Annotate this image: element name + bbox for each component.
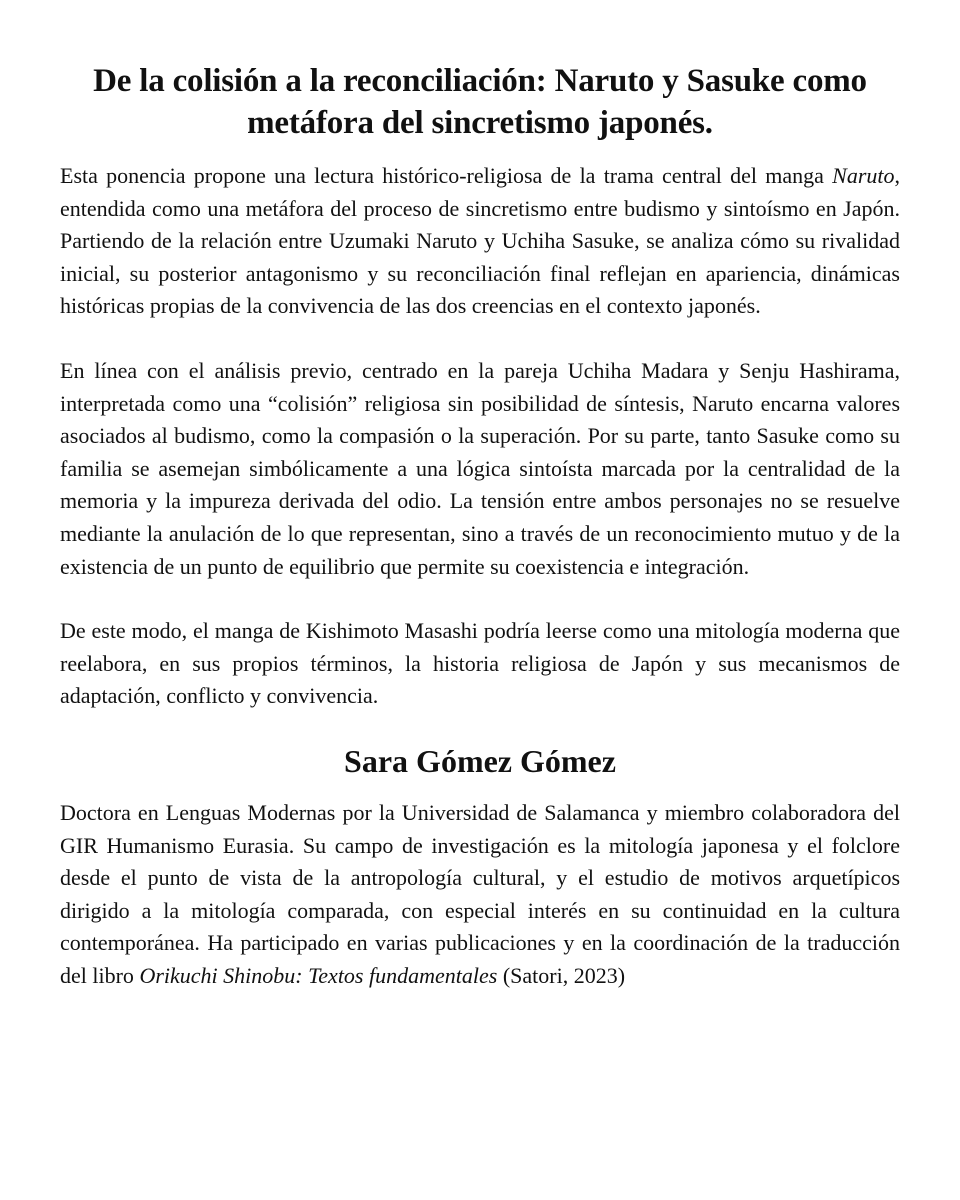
- author-bio: [60, 797, 900, 993]
- author-bio-text-start: Doctora en Lenguas Modernas por la Universidad de Salamanca y miembro colaboradora del GIR Humanismo Eurasia. Su campo de investigación es la mitología japonesa y el folclore desde el punto de vista de la antropología cultural, y el estudio de motivos arquetípicos dirigido a la mitología comparada, con especial interés en su continuidad en la cultura contemporánea. Ha participado en varias publicaciones y en la coordinación de la traducción del libro: [60, 799, 900, 988]
- abstract-p1-text-start: Esta ponencia propone una lectura histórico-religiosa de la trama central del manga: [60, 163, 833, 188]
- page-title: [60, 60, 900, 144]
- abstract-paragraph-1: [60, 160, 900, 323]
- abstract-paragraph-2: En línea con el análisis previo, centrado en la pareja Uchiha Madara y Senju Hashirama, interpretada como una “colisión” religiosa sin posibilidad de síntesis, Naruto encarna valores asociados al budismo, como la compasión o la superación. Por su parte, tanto Sasuke como su familia se asemejan simbólicamente a una lógica sintoísta marcada por la centralidad de la memoria y la impureza derivada del odio. La tensión entre ambos personajes no se resuelve mediante la anulación de lo que representan, sino a través de un reconocimiento mutuo y de la existencia de un punto de equilibrio que permite su coexistencia e integración.: [60, 357, 900, 579]
- title-line-2: metáfora del sincretismo japonés.: [247, 105, 713, 141]
- author-name: Sara Gómez Gómez: [344, 742, 616, 779]
- book-title-italic: Orikuchi Shinobu: Textos fundamentales: [139, 962, 498, 988]
- manga-title-italic: Naruto: [832, 163, 895, 188]
- abstract-paragraph-3: De este modo, el manga de Kishimoto Masashi podría leerse como una mitología moderna que reelabora, en sus propios términos, la historia religiosa de Japón y sus mecanismos de adaptación, conflicto y convivencia.: [60, 618, 900, 709]
- author-bio-text-end: (Satori, 2023): [497, 962, 626, 988]
- abstract-p1-text-end: , entendida como una metáfora del proceso de sincretismo entre budismo y sintoísmo en Japón. Partiendo de la relación entre Uzumaki Naruto y Uchiha Sasuke, se analiza cómo su rivalidad inicial, su posterior antagonismo y su reconciliación final reflejan en apariencia, dinámicas históricas propias de la convivencia de las dos creencias en el contexto japonés.: [60, 163, 900, 319]
- title-line-1: De la colisión a la reconciliación: Naruto y Sasuke como: [93, 63, 867, 99]
